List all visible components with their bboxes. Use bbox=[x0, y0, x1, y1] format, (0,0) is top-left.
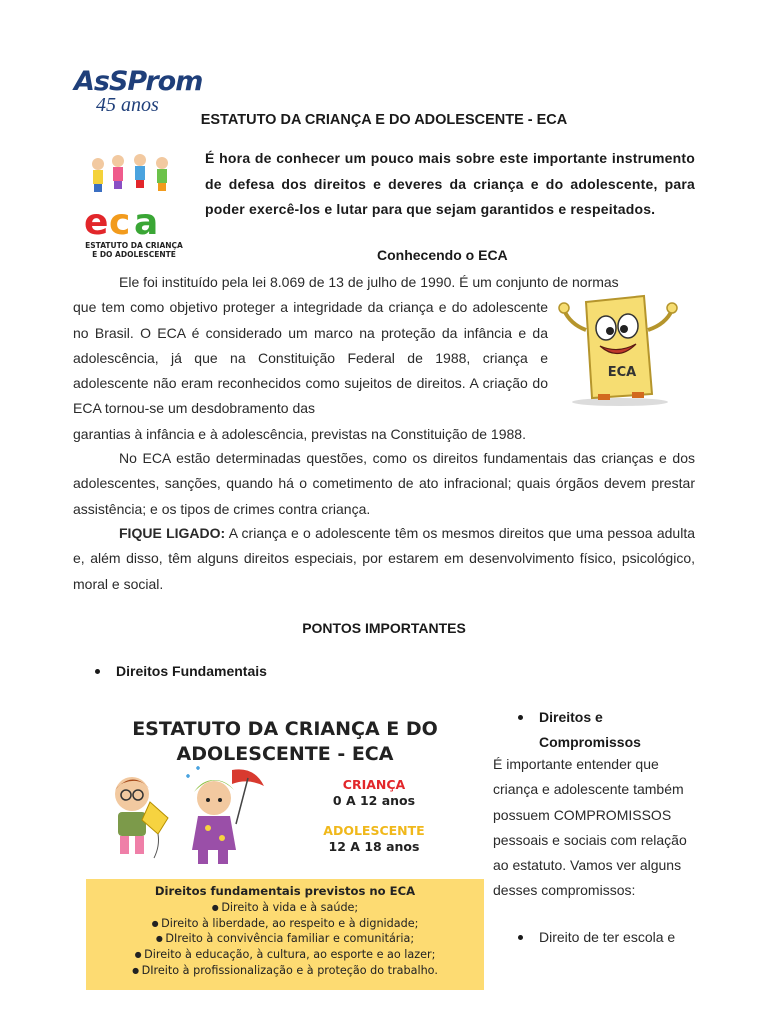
adolescente-label: ADOLESCENTE bbox=[323, 823, 425, 838]
paragraph-3 bbox=[73, 521, 695, 597]
direitos-compromissos-heading bbox=[539, 705, 641, 755]
bullet-dot bbox=[518, 935, 523, 940]
eca-logo-caption-2: E DO ADOLESCENTE bbox=[92, 250, 176, 259]
pontos-importantes-heading: PONTOS IMPORTANTES bbox=[302, 620, 466, 636]
paragraph-1-body: que tem como objetivo proteger a integridade da criança e do adolescente no Brasil. O ECA é considerado um marco na proteção da infância e da adolescência, já que na Constituição Federal de 1988, criança e adolescente não eram reconhecidos como sujeitos de direitos. A criação do ECA tornou-se um desdobramento das bbox=[73, 299, 548, 417]
direitos-compromissos-line1: Direitos e bbox=[539, 709, 603, 725]
girl-with-umbrella-illustration bbox=[180, 762, 266, 868]
rights-box bbox=[86, 879, 484, 990]
bullet-escola-text: Direito de ter escola e bbox=[539, 929, 676, 945]
adolescente-age: 12 A 18 anos bbox=[328, 839, 420, 854]
rights-list-item: ● DIreito à convivência familiar e comunitária; bbox=[86, 931, 484, 947]
bullet-escola bbox=[518, 929, 675, 945]
eca-mascot-image bbox=[556, 290, 680, 408]
document-title: ESTATUTO DA CRIANÇA E DO ADOLESCENTE - ECA bbox=[200, 112, 568, 128]
bullet-dot bbox=[518, 715, 523, 720]
card-title-line1: ESTATUTO DA CRIANÇA E DO bbox=[132, 718, 438, 740]
logo-main-text: AsSProm bbox=[74, 66, 203, 97]
bullet-direitos-compromissos bbox=[518, 705, 641, 755]
rights-list-item: ● Direito à vida e à saúde; bbox=[86, 900, 484, 916]
eca-logo-image bbox=[78, 152, 190, 264]
paragraph-2: No ECA estão determinadas questões, como os direitos fundamentais das crianças e dos adolescentes, sanções, quando há o cometimento de ato infracional; quais órgãos devem prestar assistência; e os tipos de crimes contra criança. bbox=[73, 450, 695, 517]
bullet-direitos-label: Direitos Fundamentais bbox=[116, 663, 267, 679]
paragraph-3-text: A criança e o adolescente têm os mesmos direitos que uma pessoa adulta e, além disso, têm alguns direitos especiais, por estarem em desenvolvimento físico, psicológico, moral e social. bbox=[73, 525, 695, 592]
compromissos-paragraph: É importante entender que criança e adolescente também possuem COMPROMISSOS pessoais e sociais com relação ao estatuto. Vamos ver alguns desses compromissos: bbox=[493, 756, 687, 899]
eca-infographic-card bbox=[80, 700, 490, 992]
rights-list bbox=[86, 900, 484, 979]
crianca-label: CRIANÇA bbox=[342, 777, 406, 792]
boy-illustration bbox=[106, 772, 178, 862]
intro-paragraph: É hora de conhecer um pouco mais sobre este importante instrumento de defesa dos direitos e deveres da criança e do adolescente, para poder exercê-los e lutar para que sejam garantidos e respeitados. bbox=[205, 150, 695, 217]
bullet-dot bbox=[95, 669, 100, 674]
fique-ligado-label: FIQUE LIGADO: bbox=[119, 525, 226, 541]
kids-illustration bbox=[92, 154, 168, 192]
rights-list-item: ● Direito à educação, à cultura, ao esporte e ao lazer; bbox=[86, 947, 484, 963]
crianca-age: 0 A 12 anos bbox=[332, 793, 416, 808]
rights-list-item: ● Direito à liberdade, ao respeito e à dignidade; bbox=[86, 916, 484, 932]
eca-logo-letter-c: c bbox=[109, 202, 131, 243]
eca-logo-letter-a: a bbox=[134, 202, 159, 243]
card-title bbox=[80, 717, 490, 767]
rights-box-title: Direitos fundamentais previstos no ECA bbox=[154, 884, 416, 898]
bullet-direitos-fundamentais bbox=[95, 663, 267, 679]
paragraph-1-last-line: garantias à infância e à adolescência, previstas na Constituição de 1988. bbox=[73, 426, 526, 442]
section-subtitle: Conhecendo o ECA bbox=[377, 247, 508, 263]
eca-logo-caption-1: ESTATUTO DA CRIANÇA bbox=[85, 241, 183, 250]
rights-list-item: ● DIreito à profissionalização e à proteção do trabalho. bbox=[86, 963, 484, 979]
eca-logo-letter-e: e bbox=[84, 202, 109, 243]
direitos-compromissos-line2: Compromissos bbox=[539, 734, 641, 750]
paragraph-1-first-line: Ele foi instituído pela lei 8.069 de 13 de julho de 1990. É um conjunto de normas bbox=[119, 274, 619, 290]
mascot-label: ECA bbox=[607, 365, 637, 380]
card-title-line2: ADOLESCENTE - ECA bbox=[176, 743, 394, 765]
logo-sub-text: 45 anos bbox=[96, 94, 159, 116]
